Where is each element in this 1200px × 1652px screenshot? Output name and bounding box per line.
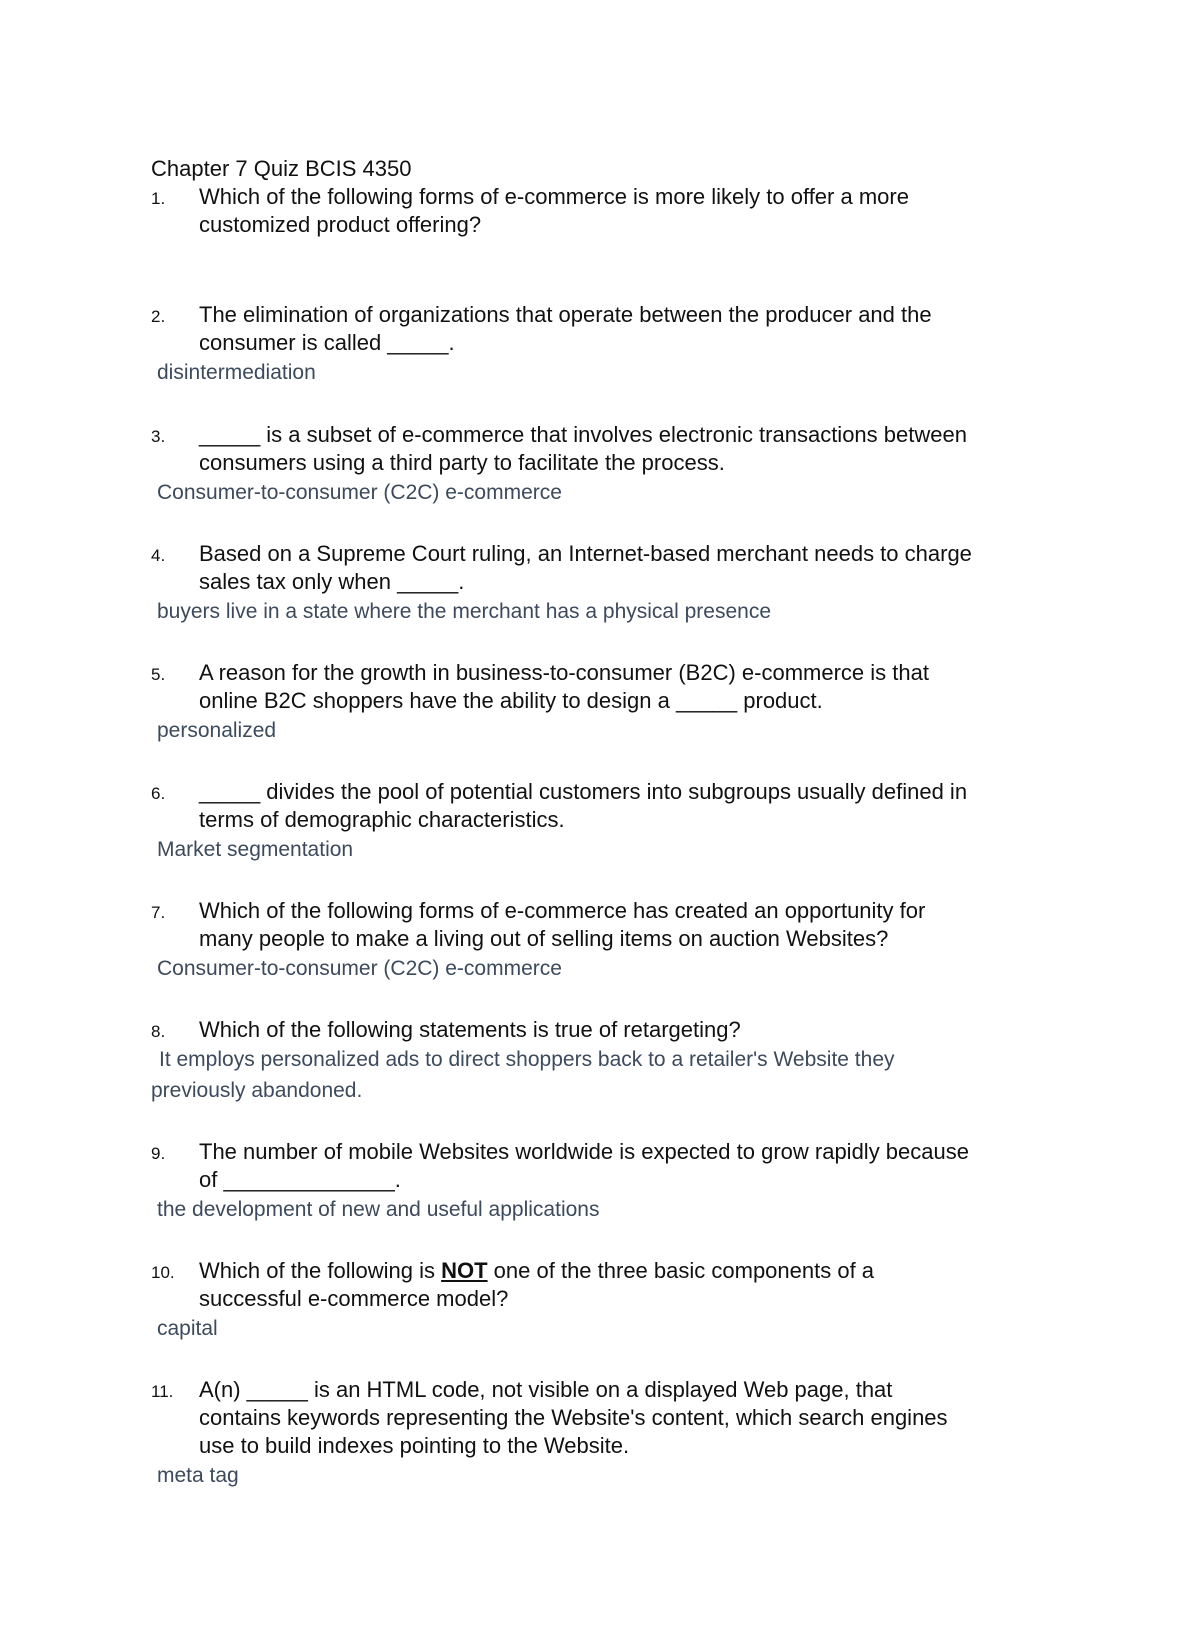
question-number: 7. <box>151 903 166 922</box>
question-4 <box>151 540 1051 627</box>
question-text-part: Which of the following is <box>199 1258 442 1283</box>
question-9 <box>151 1138 1051 1225</box>
answer-text: buyers live in a state where the merchant has a physical presence <box>157 600 771 623</box>
answer-text: personalized <box>157 719 277 742</box>
answer-text: Consumer-to-consumer (C2C) e-commerce <box>157 957 562 980</box>
answer-line-1: It employs personalized ads to direct shoppers back to a retailer's Website they <box>159 1048 895 1071</box>
question-number: 10. <box>151 1263 175 1282</box>
question-number: 8. <box>151 1022 166 1041</box>
question-text: Which of the following statements is true of retargeting? <box>199 1017 741 1042</box>
question-number: 11. <box>151 1382 174 1401</box>
question-emphasis: NOT <box>441 1258 488 1283</box>
question-1 <box>151 183 1051 239</box>
question-text: A reason for the growth in business-to-consumer (B2C) e-commerce is that online B2C shoppers have the ability to design a _____ product. <box>199 660 929 713</box>
question-text <box>199 1257 1051 1313</box>
question-10 <box>151 1257 1051 1344</box>
question-11 <box>151 1376 1051 1491</box>
answer-text: meta tag <box>157 1464 239 1487</box>
question-number: 5. <box>151 665 166 684</box>
question-text: A(n) _____ is an HTML code, not visible on a displayed Web page, that contains keywords representing the Website's content, which search engines use to build indexes pointing to the Website. <box>199 1377 948 1458</box>
question-text: _____ is a subset of e-commerce that involves electronic transactions between consumers using a third party to facilitate the process. <box>199 422 967 475</box>
question-text: Which of the following forms of e-commerce is more likely to offer a more customized product offering? <box>199 184 909 237</box>
answer-text: Market segmentation <box>157 838 354 861</box>
answer-text: capital <box>157 1317 218 1340</box>
answer-text <box>151 1044 1051 1106</box>
question-number: 1. <box>151 189 166 208</box>
answer-text: disintermediation <box>157 361 316 384</box>
question-number: 6. <box>151 784 166 803</box>
question-text: _____ divides the pool of potential customers into subgroups usually defined in terms of demographic characteristics. <box>199 779 968 832</box>
question-number: 4. <box>151 546 166 565</box>
question-5 <box>151 659 1051 746</box>
question-number: 3. <box>151 427 166 446</box>
question-number: 2. <box>151 307 166 326</box>
question-text: Which of the following forms of e-commerce has created an opportunity for many people to make a living out of selling items on auction Websites? <box>199 898 926 951</box>
answer-text: the development of new and useful applications <box>157 1198 600 1221</box>
question-7 <box>151 897 1051 984</box>
answer-line-2: previously abandoned. <box>151 1079 363 1102</box>
quiz-title: Chapter 7 Quiz BCIS 4350 <box>151 156 412 181</box>
question-text: The number of mobile Websites worldwide is expected to grow rapidly because of ______________. <box>199 1139 969 1192</box>
question-2 <box>151 301 1051 388</box>
question-number: 9. <box>151 1144 166 1163</box>
question-8 <box>151 1016 1051 1106</box>
question-3 <box>151 421 1051 508</box>
question-text: Based on a Supreme Court ruling, an Internet-based merchant needs to charge sales tax only when _____. <box>199 541 972 594</box>
question-text-part: one of the three basic components of a successful e-commerce model? <box>199 1258 875 1311</box>
question-6 <box>151 778 1051 865</box>
question-text: The elimination of organizations that operate between the producer and the consumer is called _____. <box>199 302 932 355</box>
answer-text: Consumer-to-consumer (C2C) e-commerce <box>157 481 562 504</box>
